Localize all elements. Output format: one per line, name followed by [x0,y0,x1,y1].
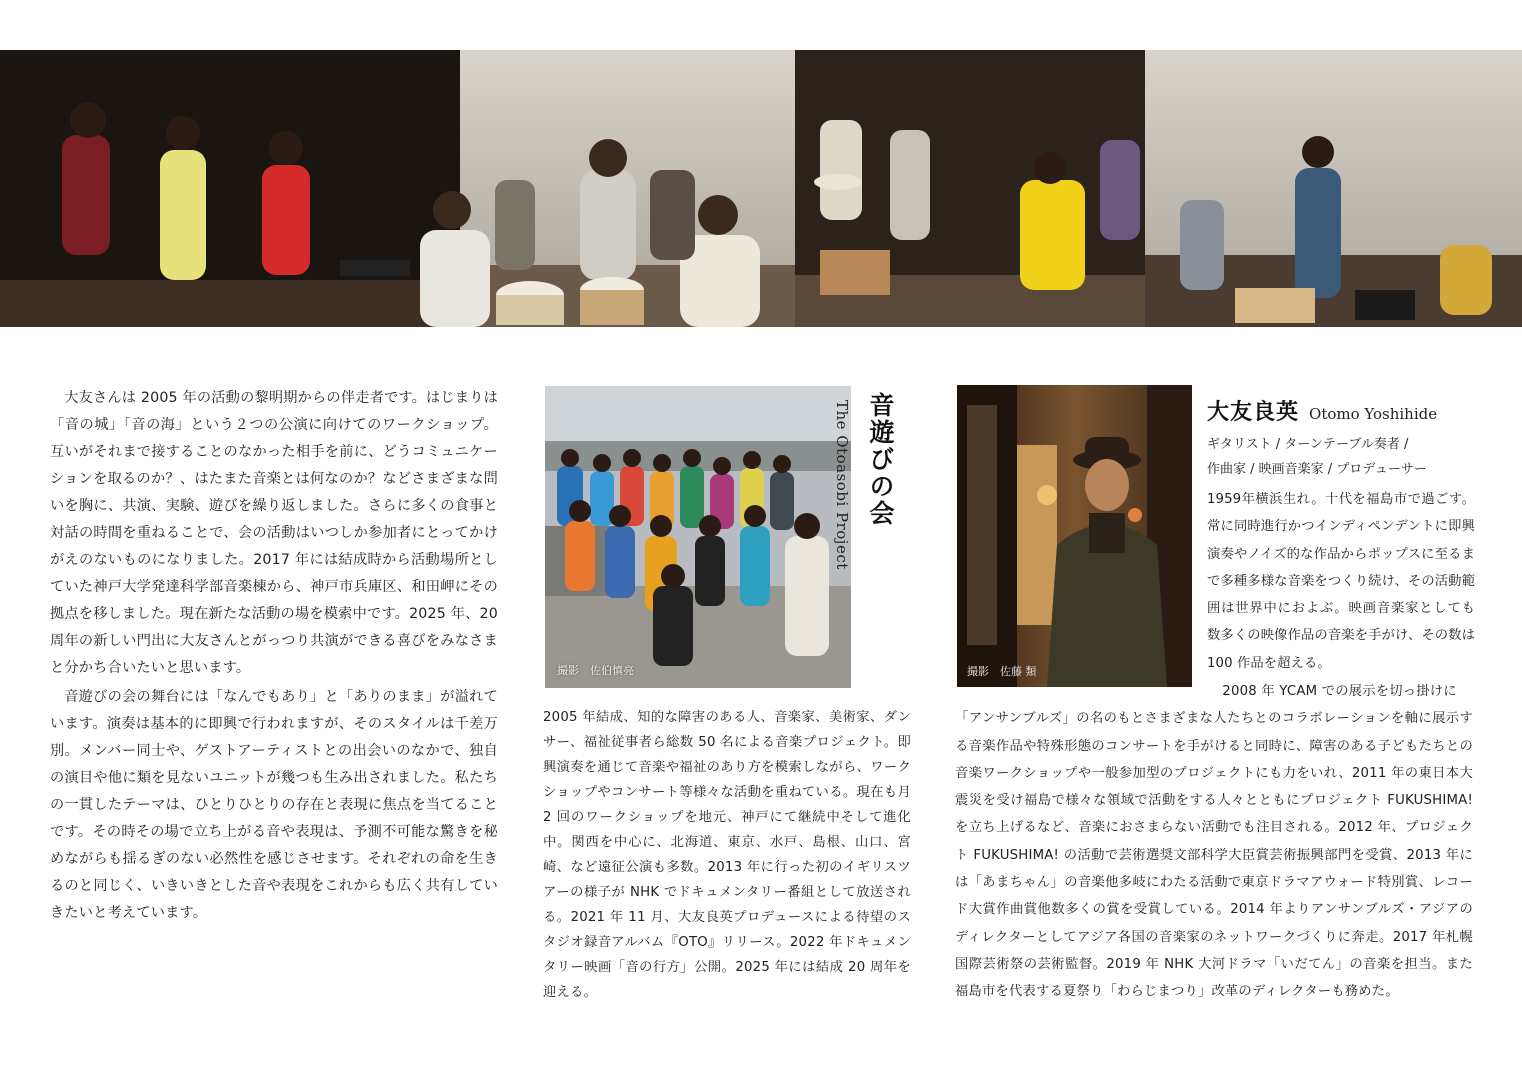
otoasobi-description [543,705,911,1005]
otoasobi-title: 音遊びの会 [866,392,895,527]
otomo-roles [1207,432,1487,482]
otoasobi-description-text: 2005 年結成、知的な障害のある人、音楽家、美術家、ダンサー、福祉従事者ら総数 50 名による音楽プロジェクト。即興演奏を通じて音楽や福祉のあり方を模索しながら、ワークショップやコンサート等様々な活動を重ねている。現在も月 2 回のワークショップを地元、神戸にて継続中そして進化中。関西を中心に、北海道、東京、水戸、島根、山口、宮崎、など遠征公演も多数。2013 年に行った初のイギリスツアーの様子が NHK でドキュメンタリー番組として放送される。2021 年 11 月、大友良英プロデュースによる待望のスタジオ録音アルバム『OTO』リリース。2022 年ドキュメンタリー映画「音の行方」公開。2025 年には結成 20 周年を迎える。 [543,710,911,1000]
otomo-roles-line-2: 作曲家 / 映画音楽家 / プロデューサー [1207,462,1427,477]
otomo-bio-full-first: 2008 年 YCAM での展示を切っ掛けに [1222,684,1457,699]
otoasobi-subtitle: The Otoasobi Project [833,400,851,570]
otoasobi-group-photo [545,386,851,688]
photo-credit: 撮影 佐藤 類 [967,665,1037,678]
intro-paragraph-1: 大友さんは 2005 年の活動の黎明期からの伴走者です。はじまりは「音の城」「音の海」という２つの公演に向けてのワークショップ。互いがそれまで接することのなかった相手を前に、どうコミュニケーションを取るのか？、はたまた音楽とは何なのか？などさまざまな問いを胸に、共演、実験、遊びを繰り返しました。さらに多くの食事と対話の時間を重ねることで、会の活動はいつしか参加者にとってかけがえのないものになりました。2017 年には結成時から活動場所としていた神戸大学発達科学部音楽棟から、神戸市兵庫区、和田岬にその拠点を移しました。現在新たな活動の場を模索中です。2025 年、20 周年の新しい門出に大友さんとがっつり共演ができる喜びをみなさまと分かち合いたいと思います。 [50,390,498,676]
otomo-bio-full-text: 「アンサンブルズ」の名のもとさまざまな人たちとのコラボレーションを軸に展示する音楽作品や特殊形態のコンサートを手がけると同時に、障害のある子どもたちとの音楽ワークショップや一般参加型のプロジェクトにも力をいれ、2011 年の東日本大震災を受け福島で様々な領域で活動をする人々とともにプロジェクト FUKUSHIMA! を立ち上げるなど、音楽におさまらない活動でも注目される。2012 年、プロジェクト FUKUSHIMA! の活動で芸術選奨文部科学大臣賞芸術振興部門を受賞、2013 年には「あまちゃん」の音楽他多岐にわたる活動で東京ドラマアウォード特別賞、レコード大賞作曲賞他数多くの賞を受賞している。2014 年よりアンサンブルズ・アジアのディレクターとしてアジア各国の音楽家のネットワークづくりに奔走。2017 年札幌国際芸術祭の芸術監督。2019 年 NHK 大河ドラマ「いだてん」の音楽を担当。また福島市を代表する夏祭り「わらじまつり」改革のディレクターも務めた。 [955,711,1473,1000]
otomo-name-en: Otomo Yoshihide [1309,405,1438,423]
intro-paragraph-2: 音遊びの会の舞台には「なんでもあり」と「ありのまま」が溢れています。演奏は基本的に即興で行われますが、そのスタイルは千差万別。メンバー同士や、ゲストアーティストとの出会いのなかで、独自の演目や他に類を見ないユニットが幾つも生み出されました。私たちの一貫したテーマは、ひとりひとりの存在と表現に焦点を当てることです。その時その場で立ち上がる音や表現は、予測不可能な驚きを秘めながらも揺るぎのない必然性を感じさせます。それぞれの命を生きるのと同じく、いきいきとした音や表現をこれからも広く共有していきたいと考えています。 [50,689,498,921]
otomo-name [1207,395,1487,426]
intro-text [50,385,498,927]
otomo-bio-side-text: 1959年横浜生れ。十代を福島市で過ごす。常に同時進行かつインディペンデントに即興演奏やノイズ的な作品からポップスに至るまで多種多様な音楽をつくり続け、その活動範囲は世界中におよぶ。映画音楽家としても数多くの映像作品の音楽を手がけ、その数は 100 作品を超える。 [1207,492,1475,671]
concert-photo-strip [0,50,1522,327]
photo-credit: 撮影 佐伯慎亮 [557,664,634,677]
otomo-name-jp: 大友良英 [1207,400,1300,425]
otomo-bio-side [1207,486,1475,677]
otomo-bio-full [955,678,1473,1006]
otomo-roles-line-1: ギタリスト / ターンテーブル奏者 / [1207,437,1409,452]
otomo-portrait [957,385,1192,687]
